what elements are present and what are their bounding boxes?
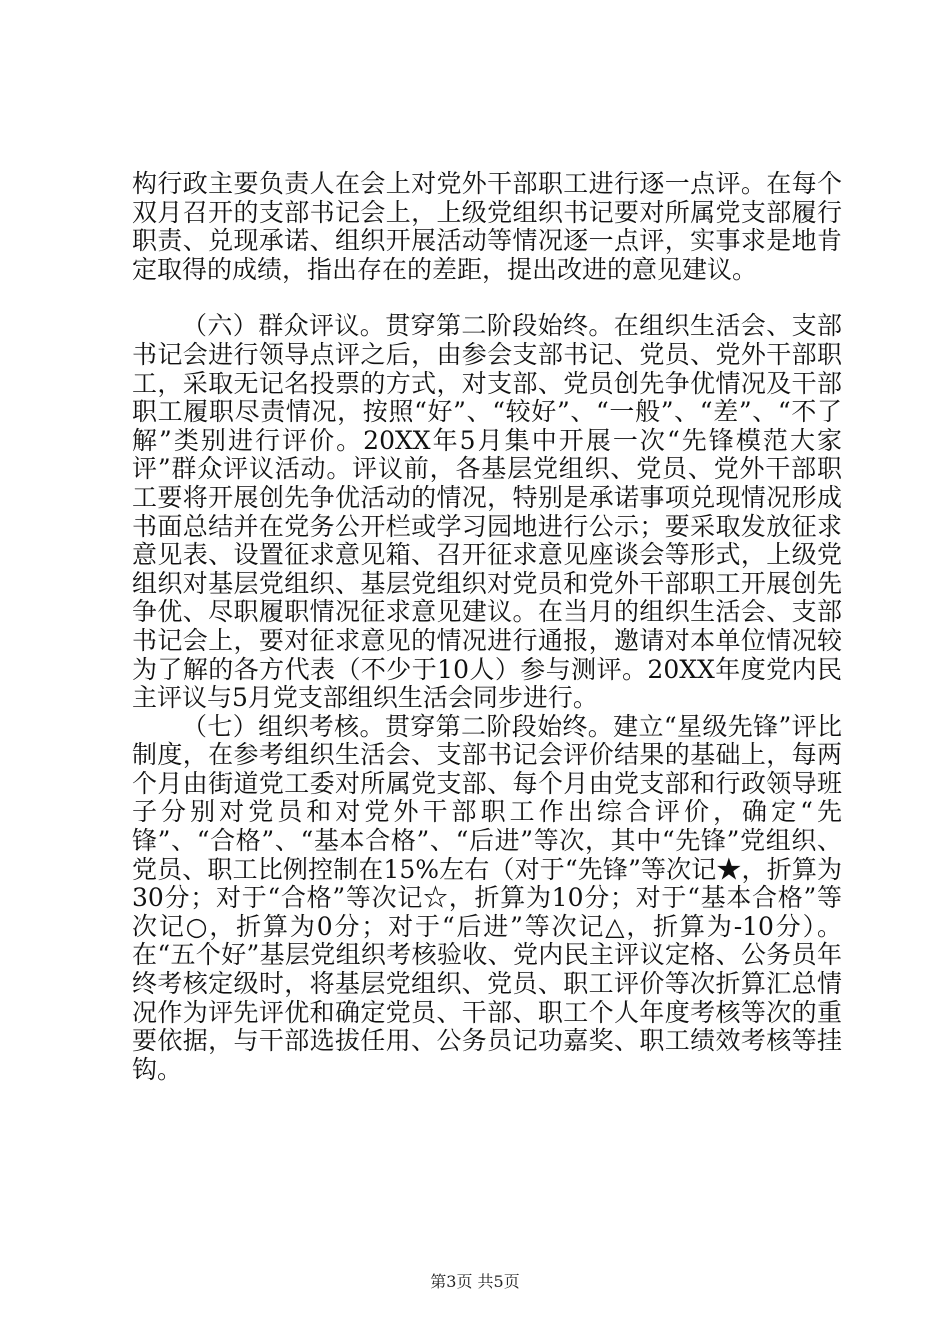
document-body <box>132 170 842 1084</box>
paragraph-organization-assessment: （七）组织考核。贯穿第二阶段始终。建立“星级先锋”评比制度，在参考组织生活会、支部书记会评价结果的基础上，每两个月由街道党工委对所属党支部、每个月由党支部和行政领导班子分别对党员和对党外干部职工作出综合评价，确定“先锋”、“合格”、“基本合格”、“后进”等次，其中“先锋”党组织、党员、职工比例控制在15%左右（对于“先锋”等次记★，折算为30分；对于“合格”等次记☆，折算为10分；对于“基本合格”等次记○，折算为0分；对于“后进”等次记△，折算为-10分）。在“五个好”基层党组织考核验收、党内民主评议定格、公务员年终考核定级时，将基层党组织、党员、职工评价等次折算汇总情况作为评先评优和确定党员、干部、职工个人年度考核等次的重要依据，与干部选拔任用、公务员记功嘉奖、职工绩效考核等挂钩。 <box>132 711 842 1084</box>
paragraph-mass-evaluation: （六）群众评议。贯穿第二阶段始终。在组织生活会、支部书记会进行领导点评之后，由参会支部书记、党员、党外干部职工，采取无记名投票的方式，对支部、党员创先争优情况及干部职工履职尽责情况，按照“好”、“较好”、“一般”、“差”、“不了解”类别进行评价。20XX年5月集中开展一次“先锋模范大家评”群众评议活动。评议前，各基层党组织、党员、党外干部职工要将开展创先争优活动的情况，特别是承诺事项兑现情况形成书面总结并在党务公开栏或学习园地进行公示；要采取发放征求意见表、设置征求意见箱、召开征求意见座谈会等形式，上级党组织对基层党组织、基层党组织对党员和党外干部职工开展创先争优、尽职履职情况征求意见建议。在当月的组织生活会、支部书记会上，要对征求意见的情况进行通报，邀请对本单位情况较为了解的各方代表（不少于10人）参与测评。20XX年度党内民主评议与5月党支部组织生活会同步进行。 <box>132 311 842 713</box>
paragraph-continuation: 构行政主要负责人在会上对党外干部职工进行逐一点评。在每个双月召开的支部书记会上，上级党组织书记要对所属党支部履行职责、兑现承诺、组织开展活动等情况逐一点评，实事求是地肯定取得的成绩，指出存在的差距，提出改进的意见建议。 <box>132 169 842 284</box>
page-footer: 第3页 共5页 <box>430 1272 520 1291</box>
